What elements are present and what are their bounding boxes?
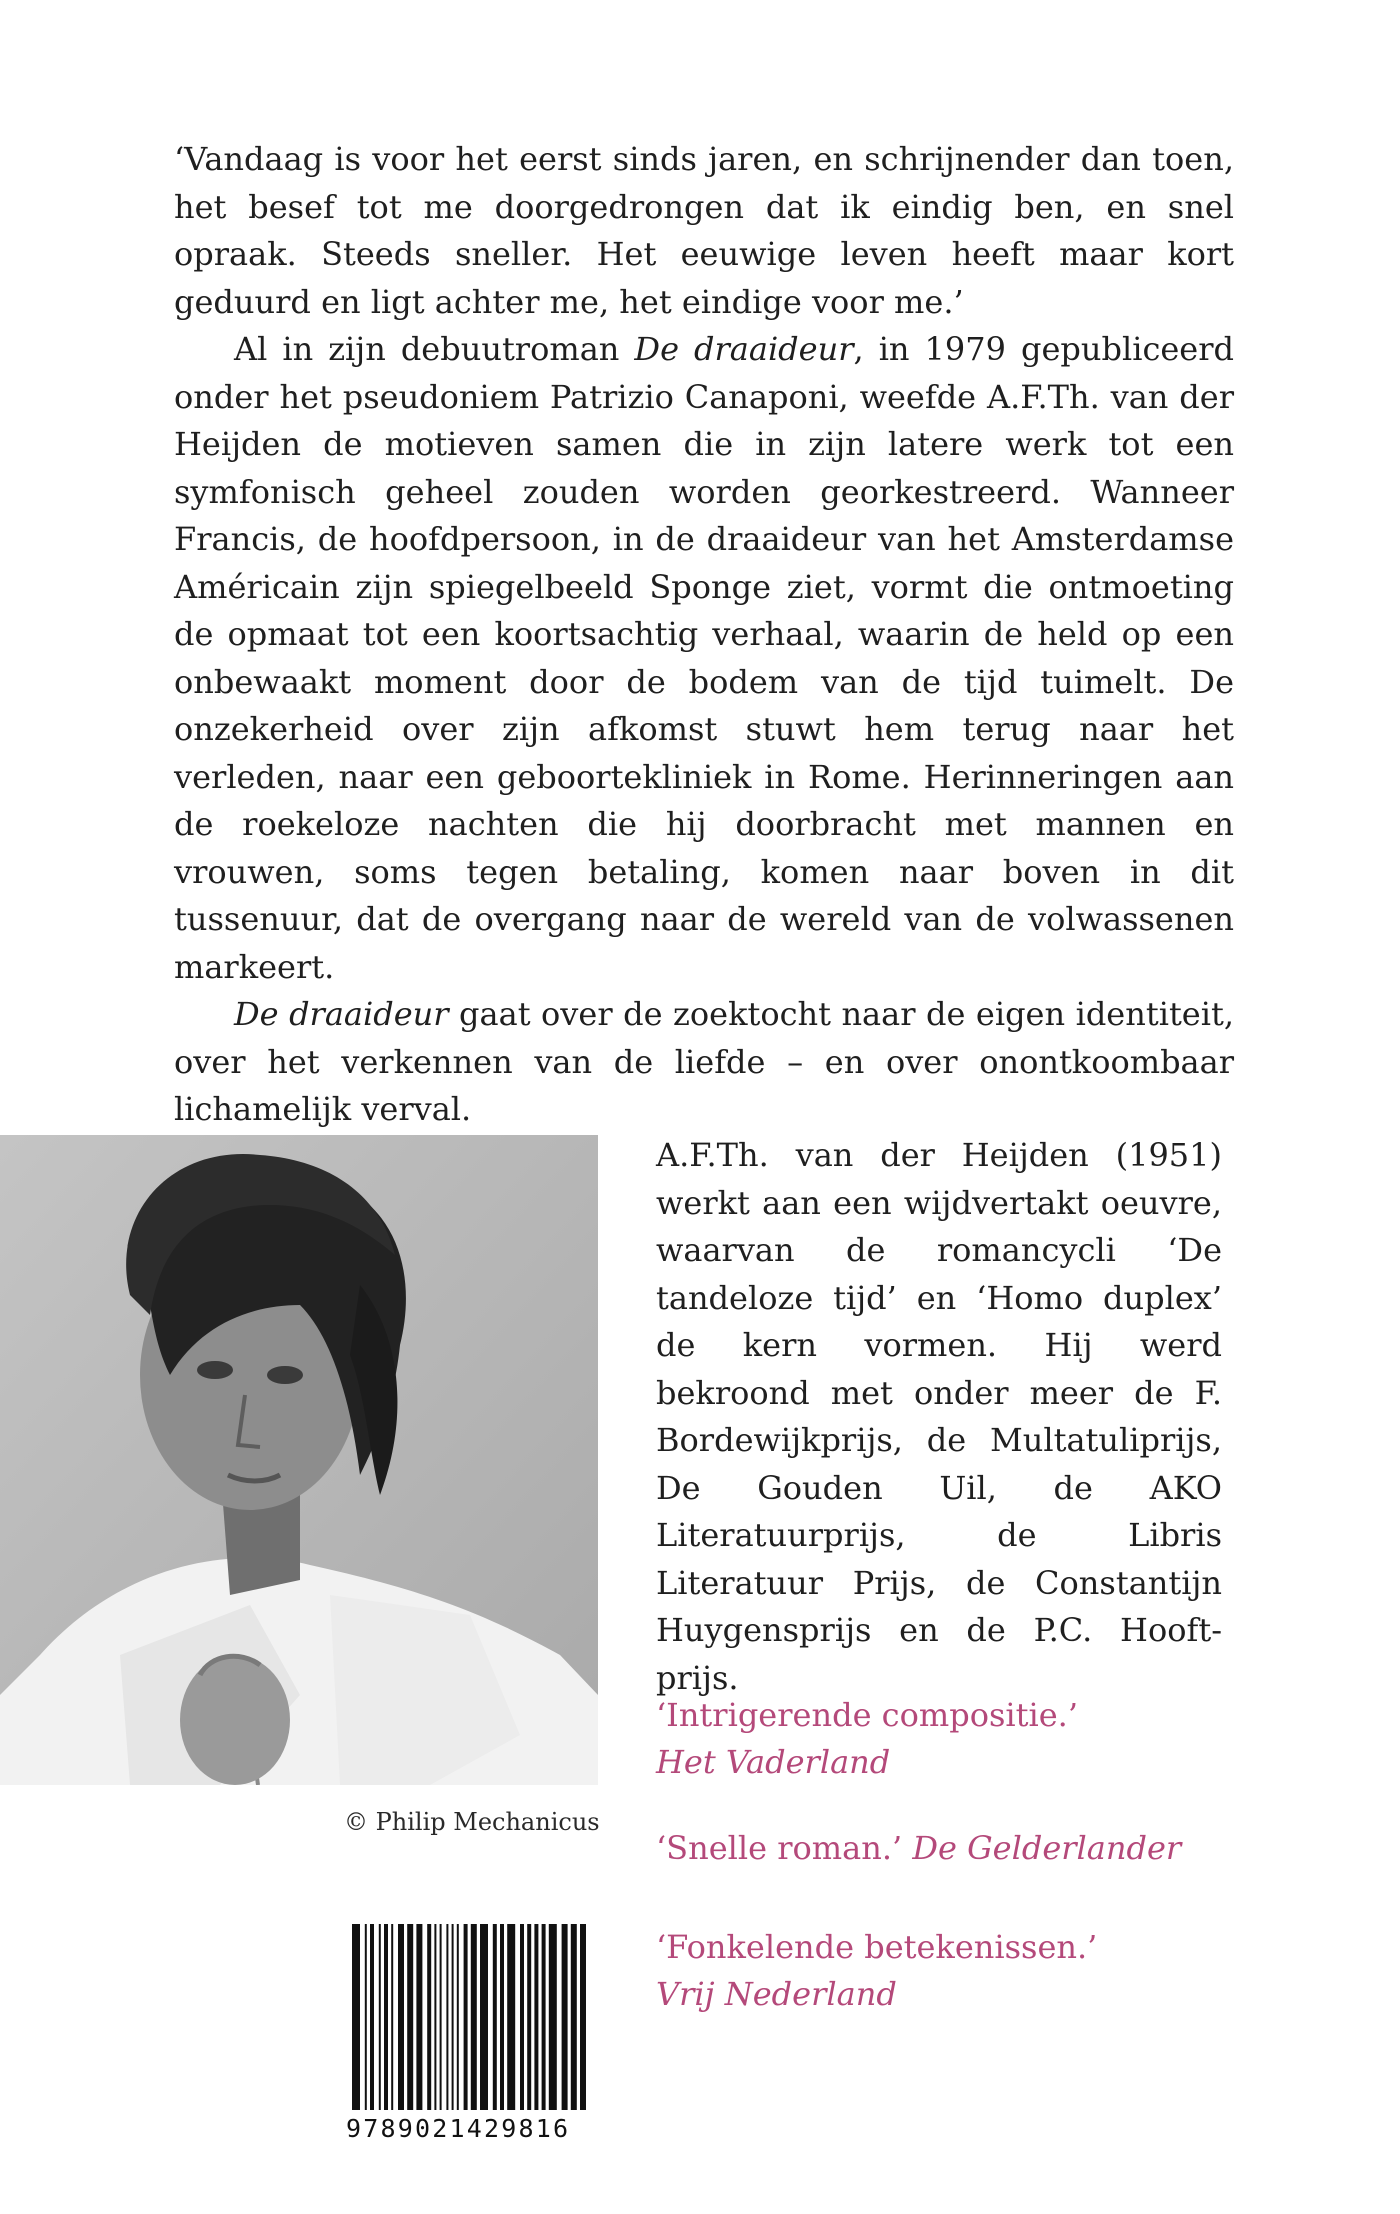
barcode-bar <box>398 1924 404 2110</box>
barcode-bar <box>571 1924 577 2110</box>
quote-source: Vrij Nederland <box>656 1975 897 2013</box>
barcode-bar <box>534 1924 538 2110</box>
barcode-bar <box>527 1924 531 2110</box>
barcode-bar <box>416 1924 422 2110</box>
press-quote <box>656 1692 1256 1786</box>
barcode-bar <box>427 1924 431 2110</box>
barcode-bar <box>520 1924 524 2110</box>
barcode-bar <box>580 1924 586 2110</box>
author-bio-text: A.F.Th. van der Heijden (1951) werkt aan een wijdvertakt oeuvre, waarvan de romancycli ‘De tandeloze tijd’ en ‘Homo duplex’ de kern vormen. Hij werd bekroond met onder meer de F. Bordewijkprijs, de Multatuliprijs, De Gouden Uil, de AKO Literatuurprijs, de Libris Literatuur Prijs, de Constantijn Huygensprijs en de P.C. Hooft-prijs. <box>656 1136 1222 1697</box>
isbn-number: 9789021429816 <box>346 2114 571 2143</box>
barcode-bar <box>356 1924 360 2110</box>
barcode-bar <box>464 1924 468 2110</box>
barcode-bar <box>365 1924 367 2110</box>
author-photo <box>0 1135 598 1785</box>
barcode-bar <box>549 1924 557 2110</box>
barcode-bar <box>434 1924 436 2110</box>
barcode-bar <box>452 1924 454 2110</box>
barcode-bar <box>562 1924 568 2110</box>
quote-text: ‘Fonkelende betekenissen.’ <box>656 1928 1098 1966</box>
barcode-bar <box>457 1924 459 2110</box>
author-bio <box>656 1132 1222 1702</box>
quote-source: De Gelderlander <box>912 1829 1182 1867</box>
barcode-bar <box>480 1924 488 2110</box>
barcode-bar <box>507 1924 515 2110</box>
barcode-bar <box>384 1924 388 2110</box>
barcode-bar <box>542 1924 546 2110</box>
isbn-barcode <box>346 1924 594 2158</box>
barcode-bar <box>407 1924 413 2110</box>
book-title: De draaideur <box>234 995 449 1033</box>
quote-text: ‘Snelle roman.’ <box>656 1829 903 1867</box>
book-title: De draaideur <box>634 330 854 368</box>
barcode-bars <box>346 1924 594 2110</box>
quote-source: Het Vaderland <box>656 1743 891 1781</box>
author-portrait-illustration <box>0 1135 598 1785</box>
blurb-paragraph-2: Al in zijn debuutroman De draaideur, in 1979 gepubliceerd onder het pseudoniem Patrizio Canaponi, weefde A.F.Th. van der Heijden de motieven samen die in zijn latere werk tot een symfonisch geheel zouden worden georkestreerd. Wanneer Francis, de hoofdpersoon, in de draaideur van het Amsterdamse Américain zijn spiegelbeeld Sponge ziet, vormt die ontmoeting de opmaat tot een koortsachtig verhaal, waarin de held op een onbewaakt moment door de bodem van de tijd tuimelt. De onzekerheid over zijn afkomst stuwt hem terug naar het verleden, naar een geboortekliniek in Rome. Herinneringen aan de roekeloze nachten die hij doorbracht met mannen en vrouwen, soms tegen betaling, komen naar boven in dit tussenuur, dat de overgang naar de wereld van de volwassenen markeert. <box>174 330 1235 986</box>
barcode-bar <box>379 1924 381 2110</box>
opening-quote: ‘Vandaag is voor het eerst sinds jaren, en schrijnender dan toen, het besef tot me doorgedrongen dat ik eindig ben, en snel opraak. Steeds sneller. Het eeuwige leven heeft maar kort geduurd en ligt achter me, het eindige voor me.’ <box>174 140 1234 321</box>
barcode-bar <box>440 1924 442 2110</box>
press-quote <box>656 1825 1256 1872</box>
barcode-bar <box>391 1924 393 2110</box>
barcode-bar <box>352 1924 356 2110</box>
press-quote <box>656 1924 1256 2018</box>
barcode-bar <box>500 1924 504 2110</box>
barcode-bar <box>471 1924 477 2110</box>
quote-text: ‘Intrigerende compositie.’ <box>656 1696 1078 1734</box>
photo-credit: © Philip Mechanicus <box>344 1808 600 1836</box>
barcode-bar <box>370 1924 374 2110</box>
barcode-bar <box>493 1924 497 2110</box>
blurb-paragraph-3: De draaideur gaat over de zoektocht naar de eigen identiteit, over het verkennen van de liefde – en over onontkoombaar lichamelijk verval. <box>174 995 1235 1128</box>
barcode-bar <box>446 1924 448 2110</box>
back-cover-blurb <box>174 136 1234 1134</box>
